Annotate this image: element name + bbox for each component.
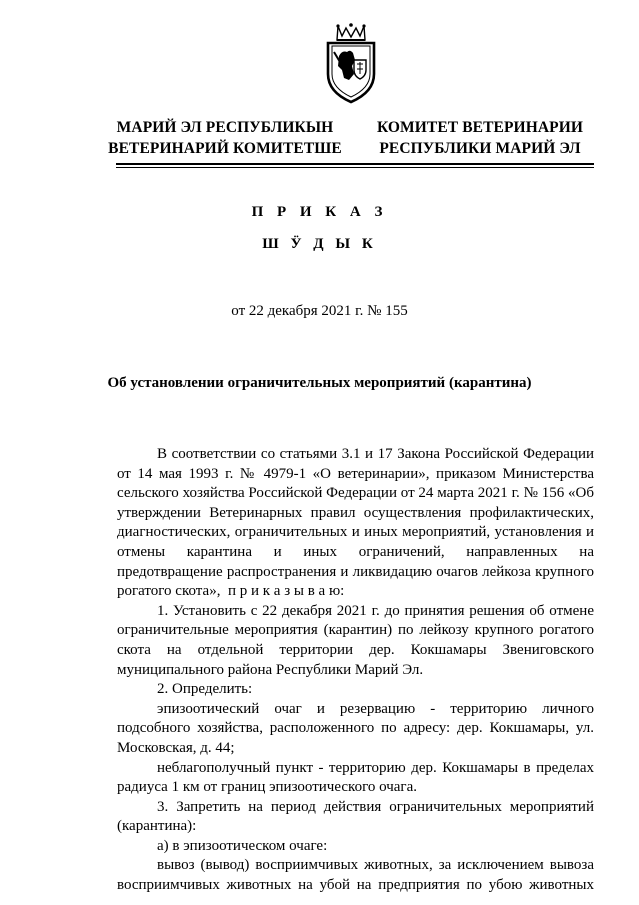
order-word: п р и к а з ы в а ю:: [227, 583, 345, 600]
item-3a: а) в эпизоотическом очаге:: [157, 837, 328, 854]
document-title-mari: Ш Ӱ Д Ы К: [262, 236, 377, 252]
header-divider-thin: [116, 167, 594, 168]
order-subject: Об установлении ограничительных мероприятий (карантина): [107, 375, 532, 391]
header-right-line1: КОМИТЕТ ВЕТЕРИНАРИИ: [376, 119, 584, 136]
header-divider-thick: [116, 163, 594, 165]
item-3a-text: вывоз (вывод) восприимчивых животных, за исключением вывоза восприимчивых животных на убой на предприятия по убою животных: [117, 857, 594, 894]
item-2-focus: эпизоотический очаг и резервацию - территорию личного подсобного хозяйства, расположенного по адресу: дер. Кокшамары, ул. Московская, д. 44;: [117, 700, 594, 756]
coat-of-arms-icon: [322, 22, 380, 104]
item-1: 1. Установить с 22 декабря 2021 г. до принятия решения об отмене ограничительные мероприятия (карантин) по лейкозу крупного рогатого скота на отдельной территории дер. Кокшамары Звениговского муниципального района Республики Марий Эл.: [117, 602, 594, 678]
document-body: [117, 445, 594, 896]
preamble-text: В соответствии со статьями 3.1 и 17 Закона Российской Федерации от 14 мая 1993 г. № 4979-1 «О ветеринарии», приказом Министерства сельского хозяйства Российской Федерации от 24 марта 2021 г. № 156 «Об утверждении Ветеринарных правил осуществления профилактических, диагностических, ограничительных и иных мероприятий, установления и отмены карантина и иных ограничений, направленных на предотвращение распространения и ликвидацию очагов лейкоза крупного рогатого скота»,: [117, 446, 594, 600]
header-right-line2: РЕСПУБЛИКИ МАРИЙ ЭЛ: [379, 140, 581, 157]
header-left-line1: МАРИЙ ЭЛ РЕСПУБЛИКЫН: [116, 119, 334, 136]
preamble-paragraph: [117, 445, 594, 602]
item-2: 2. Определить:: [157, 681, 253, 698]
item-2-area: неблагополучный пункт - территорию дер. Кокшамары в пределах радиуса 1 км от границ эпизоотического очага.: [117, 759, 594, 796]
document-title-russian: П Р И К А З: [251, 204, 388, 220]
item-3: 3. Запретить на период действия ограничительных мероприятий (карантина):: [117, 798, 594, 835]
header-right-russian: [360, 117, 600, 159]
header-left-mari: [100, 117, 350, 159]
header-left-line2: ВЕТЕРИНАРИЙ КОМИТЕТШЕ: [108, 140, 342, 157]
order-date-number: от 22 декабря 2021 г. № 155: [231, 303, 408, 319]
